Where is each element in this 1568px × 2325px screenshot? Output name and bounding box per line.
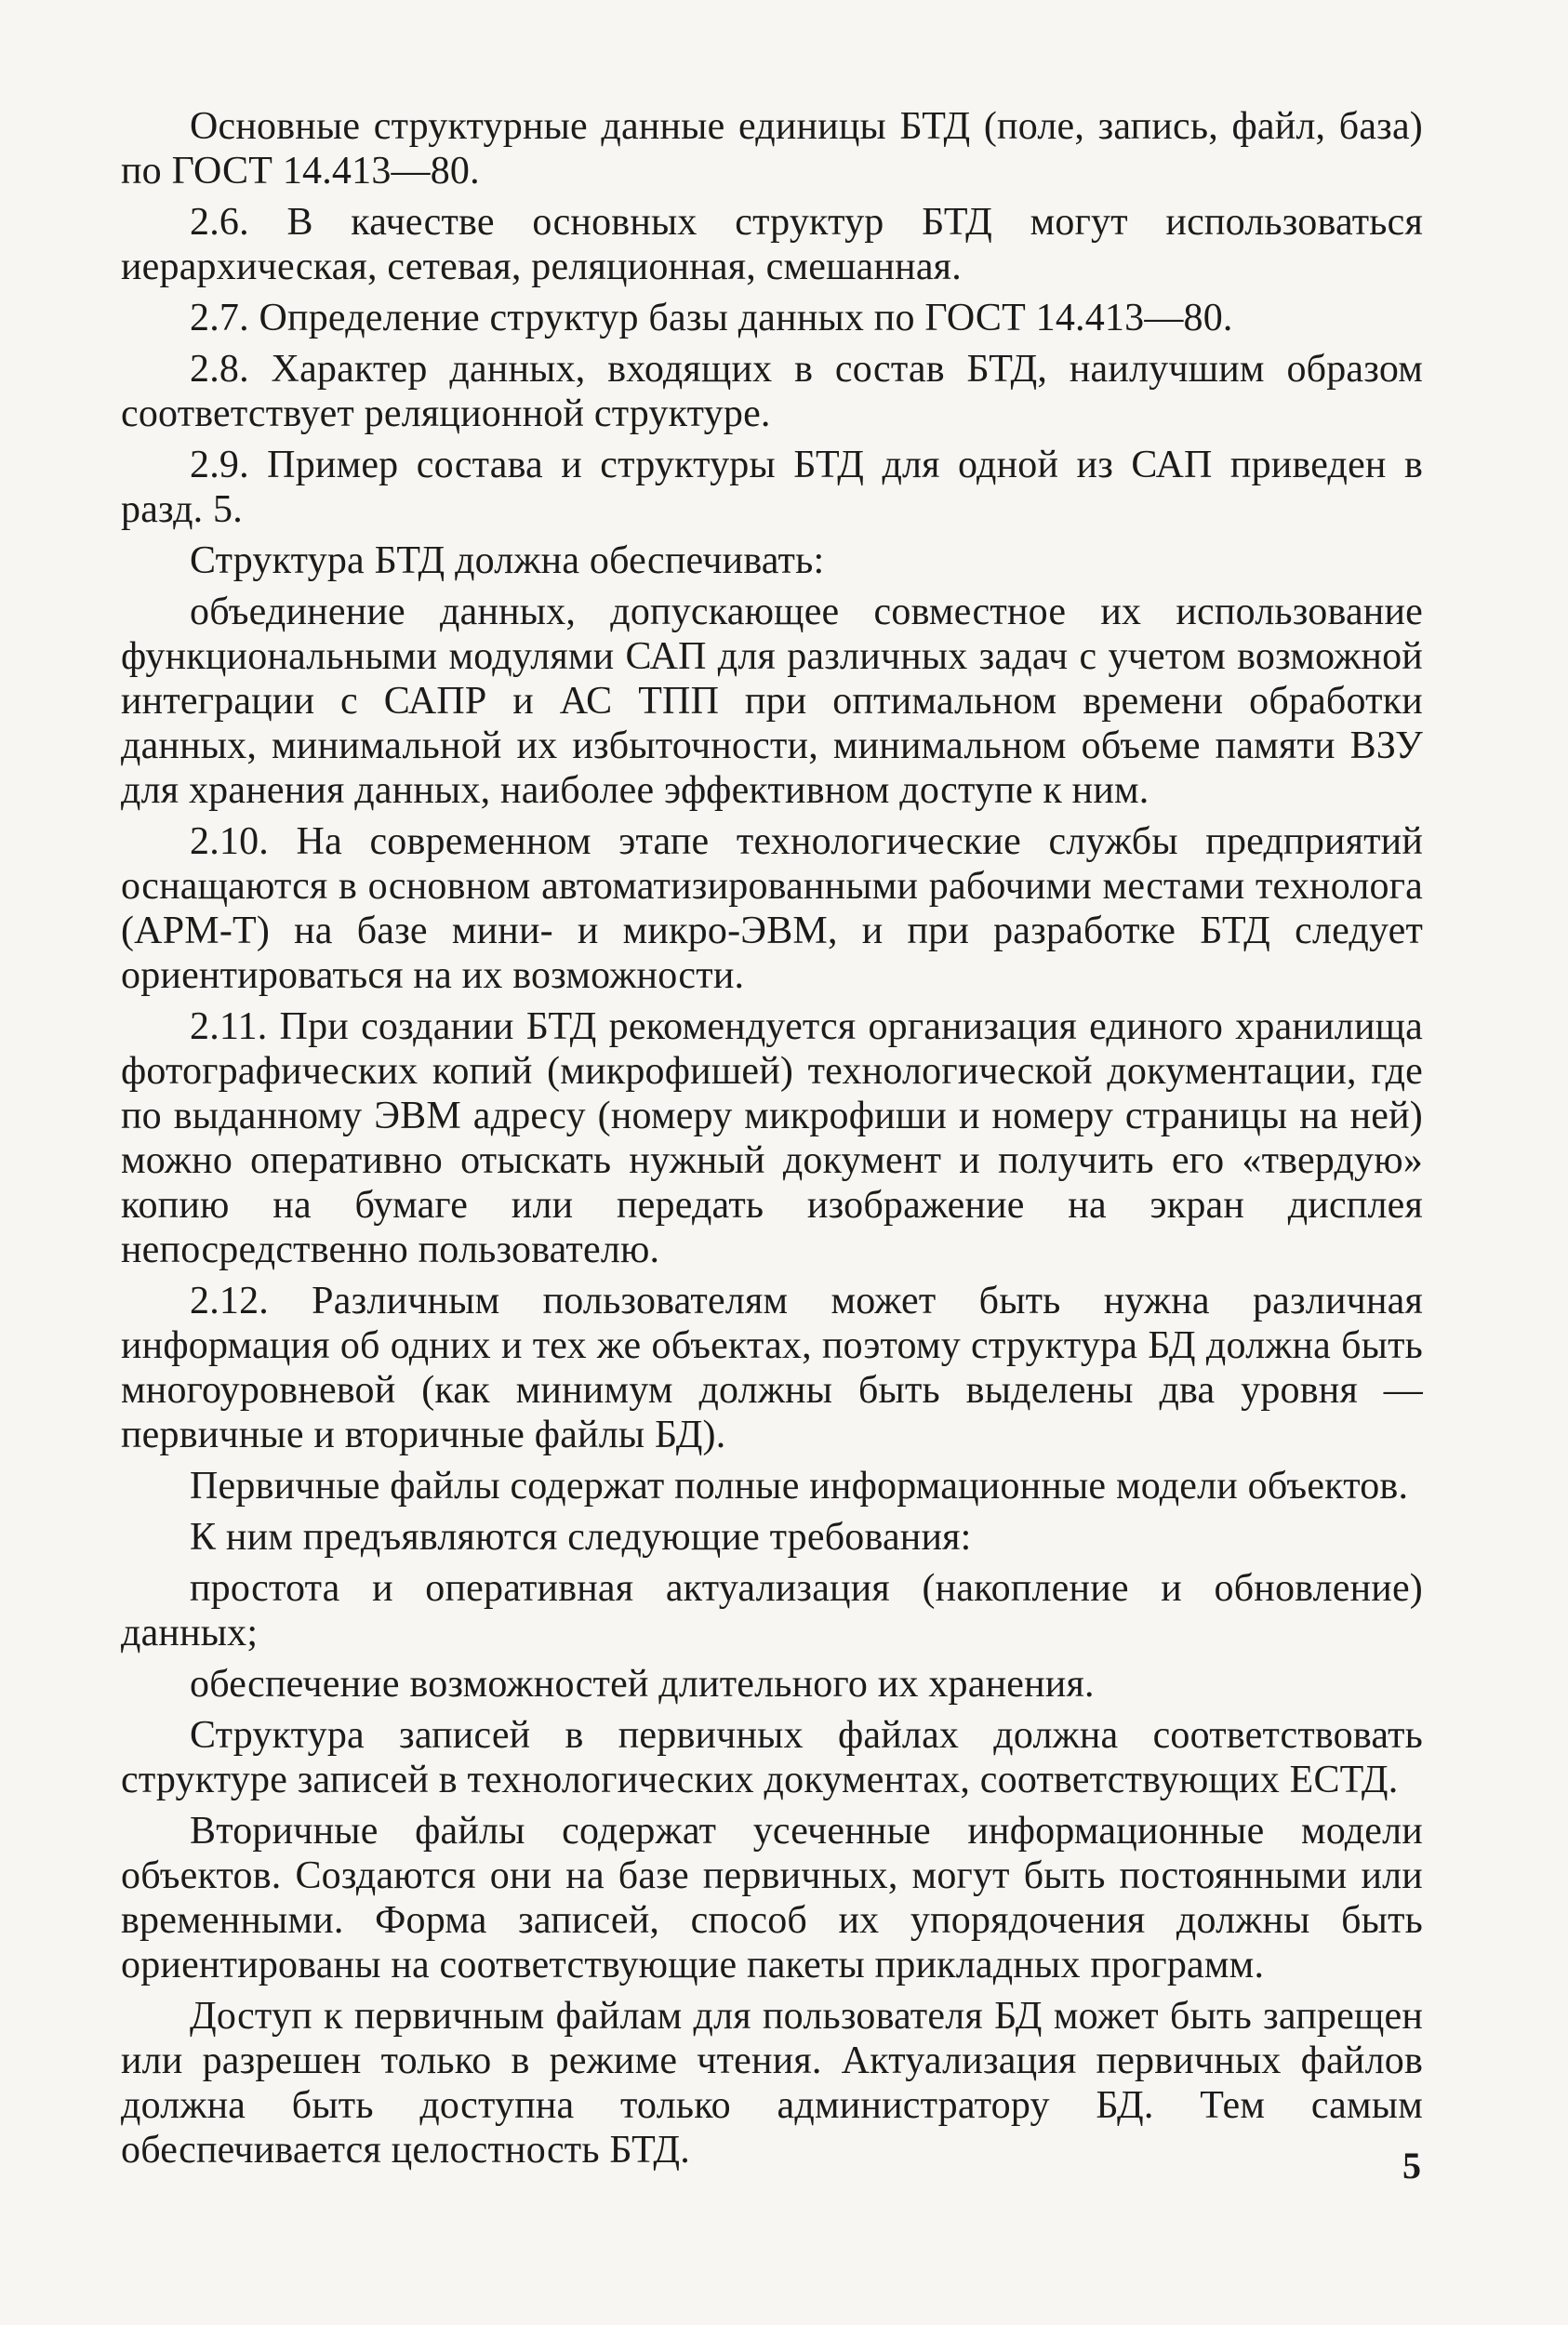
page-number: 5: [1402, 2145, 1421, 2186]
paragraph-1: Основные структурные данные единицы БТД (поле, запись, файл, база) по ГОСТ 14.413—80.: [121, 105, 1423, 193]
paragraph-structure-intro: Структура БТД должна обеспечивать:: [190, 539, 825, 582]
paragraph-access: Доступ к первичным файлам для пользователя БД может быть запрещен или разрешен только в режиме чтения. Актуализация первичных файлов должна быть доступна только администратору БД. Тем самым обеспечивается целостность БТД.: [121, 1995, 1423, 2172]
paragraph-requirements-intro: К ним предъявляются следующие требования:: [190, 1516, 972, 1559]
document-body: [121, 104, 1423, 2179]
paragraph-structure-requirements: объединение данных, допускающее совместное их использование функциональными модулями САП для различных задач с учетом возможной интеграции с САПР и АС ТПП при оптимальном времени обработки данных, минимальной их избыточности, минимальном объеме памяти ВЗУ для хранения данных, наиболее эффективном доступе к ним.: [121, 591, 1423, 812]
paragraph-2-12: 2.12. Различным пользователям может быть нужна различная информация об одних и тех же объектах, поэтому структура БД должна быть многоуровневой (как минимум должны быть выделены два уровня — первичные и вторичные файлы БД).: [121, 1280, 1423, 1456]
paragraph-requirement-simplicity: простота и оперативная актуализация (накопление и обновление) данных;: [121, 1567, 1423, 1654]
paragraph-2-10: 2.10. На современном этапе технологические службы предприятий оснащаются в основном автоматизированными рабочими местами технолога (АРМ-Т) на базе мини- и микро-ЭВМ, и при разработке БТД следует ориентироваться на их возможности.: [121, 820, 1423, 997]
paragraph-2-9: 2.9. Пример состава и структуры БТД для одной из САП приведен в разд. 5.: [121, 444, 1423, 531]
paragraph-2-8: 2.8. Характер данных, входящих в состав БТД, наилучшим образом соответствует реляционной структуре.: [121, 348, 1423, 435]
paragraph-primary-files: Первичные файлы содержат полные информационные модели объектов.: [190, 1465, 1409, 1508]
paragraph-record-structure: Структура записей в первичных файлах должна соответствовать структуре записей в технологических документах, соответствующих ЕСТД.: [121, 1714, 1423, 1801]
paragraph-2-11: 2.11. При создании БТД рекомендуется организация единого хранилища фотографических копий (микрофишей) технологической документации, где по выданному ЭВМ адресу (номеру микрофиши и номеру страницы на ней) можно оперативно отыскать нужный документ и получить его «твердую» копию на бумаге или передать изображение на экран дисплея непосредственно пользователю.: [121, 1005, 1423, 1271]
paragraph-2-7: 2.7. Определение структур базы данных по ГОСТ 14.413—80.: [190, 297, 1233, 339]
paragraph-secondary-files: Вторичные файлы содержат усеченные информационные модели объектов. Создаются они на базе первичных, могут быть постоянными или временными. Форма записей, способ их упорядочения должны быть ориентированы на соответствующие пакеты прикладных программ.: [121, 1810, 1423, 1986]
paragraph-requirement-storage: обеспечение возможностей длительного их хранения.: [190, 1663, 1095, 1706]
paragraph-2-6: 2.6. В качестве основных структур БТД могут использоваться иерархическая, сетевая, реляционная, смешанная.: [121, 201, 1423, 288]
